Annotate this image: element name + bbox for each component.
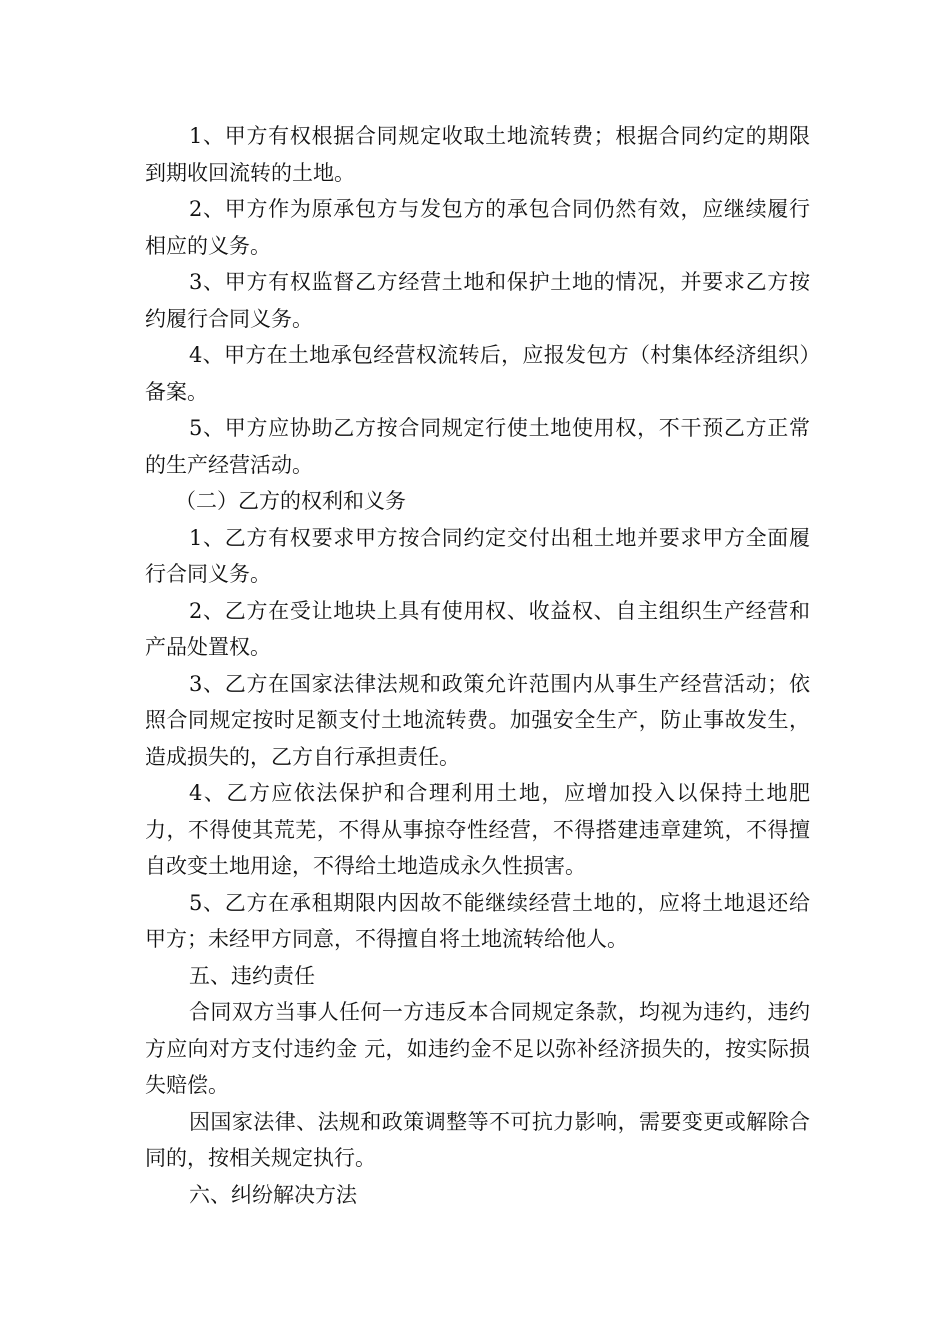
section-a-item-5: 5、甲方应协助乙方按合同规定行使土地使用权，不干预乙方正常的生产经营活动。 [145, 416, 810, 477]
section-a-item-3: 3、甲方有权监督乙方经营土地和保护土地的情况，并要求乙方按约履行合同义务。 [145, 270, 810, 331]
section-b-item-2: 2、乙方在受让地块上具有使用权、收益权、自主组织生产经营和产品处置权。 [145, 598, 810, 659]
section-5-paragraph-1: 合同双方当事人任何一方违反本合同规定条款，均视为违约，违约方应向对方支付违约金 元，如违约金不足以弥补经济损失的，按实际损失赔偿。 [145, 1000, 810, 1097]
document-page [145, 118, 810, 1213]
section-a-item-2: 2、甲方作为原承包方与发包方的承包合同仍然有效，应继续履行相应的义务。 [145, 197, 810, 258]
section-6-heading: 六、纠纷解决方法 [189, 1182, 357, 1207]
section-5-paragraph-2: 因国家法律、法规和政策调整等不可抗力影响，需要变更或解除合同的，按相关规定执行。 [145, 1109, 810, 1170]
section-5-heading: 五、违约责任 [189, 963, 315, 988]
section-b-item-1: 1、乙方有权要求甲方按合同约定交付出租土地并要求甲方全面履行合同义务。 [145, 525, 810, 586]
section-a-item-1: 1、甲方有权根据合同规定收取土地流转费；根据合同约定的期限到期收回流转的土地。 [145, 124, 810, 185]
section-b-item-3: 3、乙方在国家法律法规和政策允许范围内从事生产经营活动；依照合同规定按时足额支付土地流转费。加强安全生产，防止事故发生，造成损失的，乙方自行承担责任。 [145, 671, 810, 769]
section-b-item-4: 4、乙方应依法保护和合理利用土地，应增加投入以保持土地肥力，不得使其荒芜，不得从事掠夺性经营，不得搭建违章建筑，不得擅自改变土地用途，不得给土地造成永久性损害。 [145, 781, 810, 878]
section-a-item-4: 4、甲方在土地承包经营权流转后，应报发包方（村集体经济组织）备案。 [145, 343, 810, 404]
section-b-item-5: 5、乙方在承租期限内因故不能继续经营土地的，应将土地退还给甲方；未经甲方同意，不得擅自将土地流转给他人。 [145, 890, 810, 951]
section-b-heading: （二）乙方的权利和义务 [175, 489, 406, 513]
